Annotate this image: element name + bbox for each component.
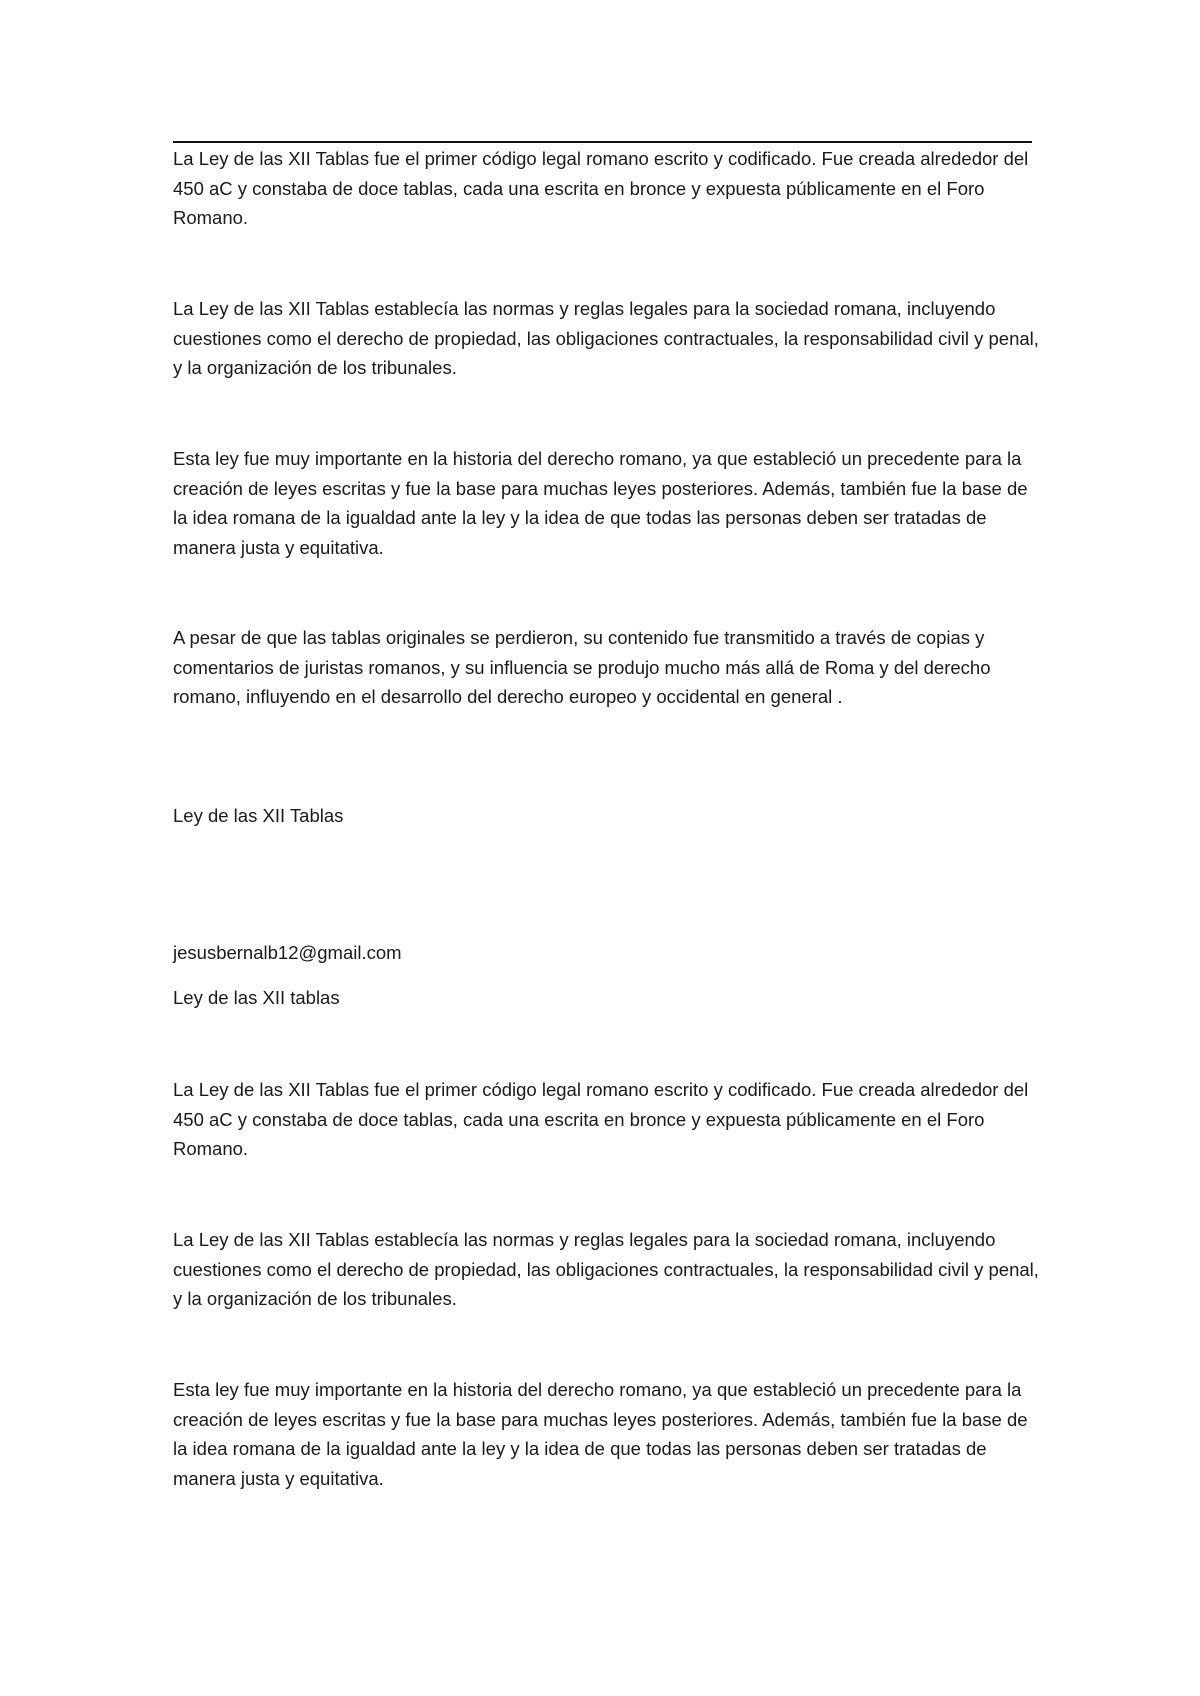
paragraph-norms-repeat: La Ley de las XII Tablas establecía las normas y reglas legales para la sociedad romana, incluyendo cuestiones como el derecho de propiedad, las obligaciones contractuales, la responsabilidad civil y penal, y la organización de los tribunales. [173, 1229, 1039, 1309]
document-title: Ley de las XII Tablas [173, 805, 344, 826]
paragraph-origin: La Ley de las XII Tablas fue el primer código legal romano escrito y codificado. Fue creada alrededor del 450 aC y constaba de doce tablas, cada una escrita en bronce y expuesta públicamente en el Foro Romano. [173, 148, 1029, 228]
paragraph-importance: Esta ley fue muy importante en la historia del derecho romano, ya que estableció un precedente para la creación de leyes escritas y fue la base para muchas leyes posteriores. Además, también fue la base de la idea romana de la igualdad ante la ley y la idea de que todas las personas deben ser tratadas de manera justa y equitativa. [173, 448, 1028, 558]
author-email: jesusbernalb12@gmail.com [173, 942, 402, 963]
document-subtitle: Ley de las XII tablas [173, 987, 340, 1008]
paragraph-norms: La Ley de las XII Tablas establecía las normas y reglas legales para la sociedad romana, incluyendo cuestiones como el derecho de propiedad, las obligaciones contractuales, la responsabilidad civil y penal, y la organización de los tribunales. [173, 298, 1039, 378]
paragraph-importance-repeat: Esta ley fue muy importante en la historia del derecho romano, ya que estableció un precedente para la creación de leyes escritas y fue la base para muchas leyes posteriores. Además, también fue la base de la idea romana de la igualdad ante la ley y la idea de que todas las personas deben ser tratadas de manera justa y equitativa. [173, 1379, 1028, 1489]
top-rule-divider [173, 141, 1032, 143]
paragraph-legacy: A pesar de que las tablas originales se perdieron, su contenido fue transmitido a través de copias y comentarios de juristas romanos, y su influencia se produjo mucho más allá de Roma y del derecho romano, influyendo en el desarrollo del derecho europeo y occidental en general . [173, 627, 991, 707]
paragraph-origin-repeat: La Ley de las XII Tablas fue el primer código legal romano escrito y codificado. Fue creada alrededor del 450 aC y constaba de doce tablas, cada una escrita en bronce y expuesta públicamente en el Foro Romano. [173, 1079, 1029, 1159]
